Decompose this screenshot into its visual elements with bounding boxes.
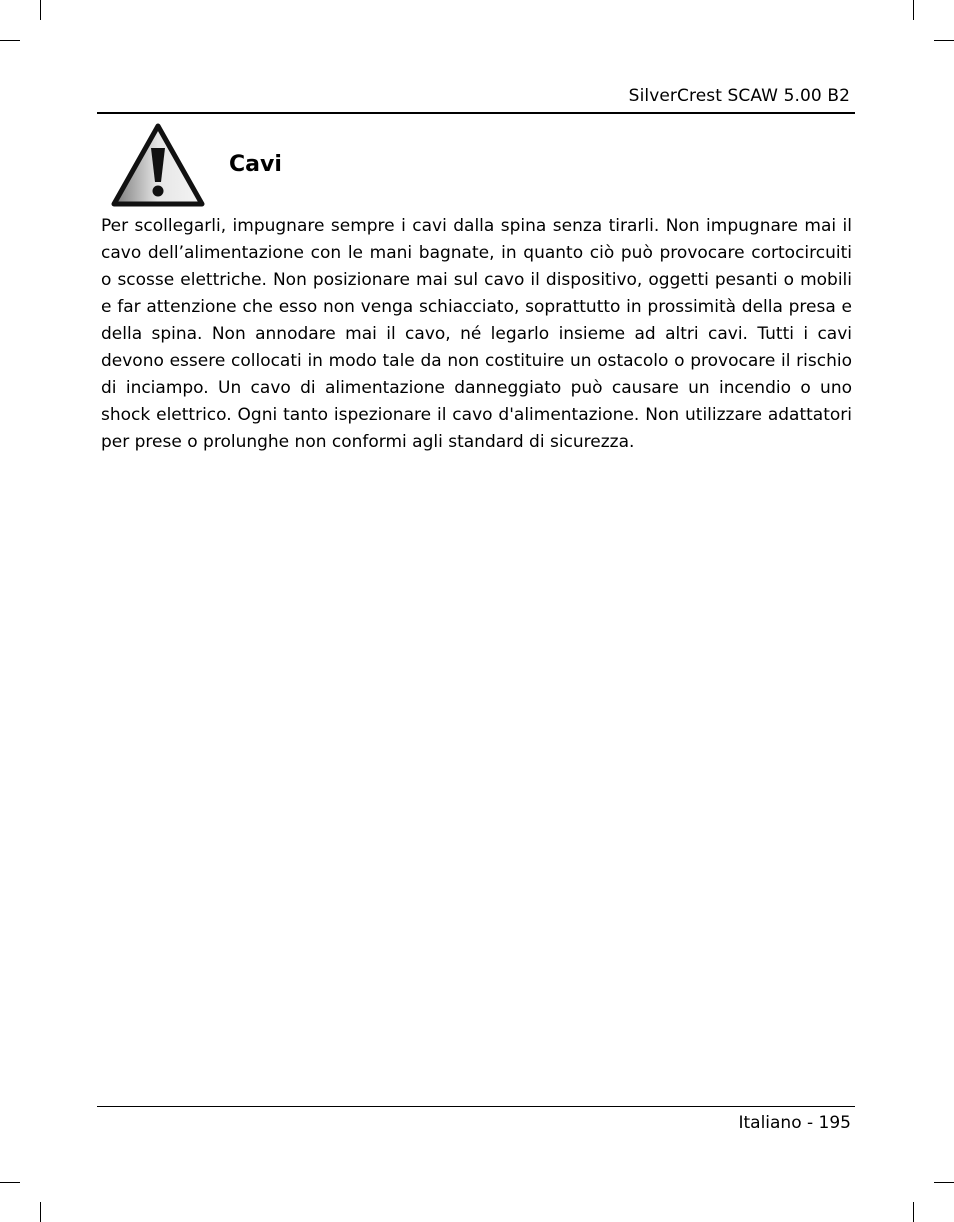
footer-page-label: Italiano - 195 [738,1113,851,1133]
crop-mark-bottom-left-vertical [40,1202,41,1222]
crop-mark-top-right-horizontal [934,40,954,41]
section-body-paragraph: Per scollegarli, impugnare sempre i cavi dalla spina senza tirarli. Non impugnare mai il cavo dell’alimentazione con le mani bagnate, in quanto ciò può provocare cortocircuiti o scosse elettriche. Non posizionare mai sul cavo il dispositivo, oggetti pesanti o mobili e far attenzione che esso non venga schiacciato, soprattutto in prossimità della presa e della spina. Non annodare mai il cavo, né legarlo insieme ad altri cavi. Tutti i cavi devono essere collocati in modo tale da non costituire un ostacolo o provocare il rischio di inciampo. Un cavo di alimentazione danneggiato può causare un incendio o uno shock elettrico. Ogni tanto ispezionare il cavo d'alimentazione. Non utilizzare adattatori per prese o prolunghe non conformi agli standard di sicurezza. [101,216,852,452]
header-rule [97,112,855,114]
section-title: Cavi [229,152,282,177]
crop-mark-top-left-vertical [40,0,41,20]
warning-icon [110,122,206,208]
header-product-name: SilverCrest SCAW 5.00 B2 [628,86,850,106]
crop-mark-top-right-vertical [913,0,914,20]
crop-mark-bottom-right-vertical [913,1202,914,1222]
crop-mark-bottom-right-horizontal [934,1182,954,1183]
footer-rule [97,1106,855,1107]
crop-mark-top-left-horizontal [0,40,20,41]
crop-mark-bottom-left-horizontal [0,1182,20,1183]
